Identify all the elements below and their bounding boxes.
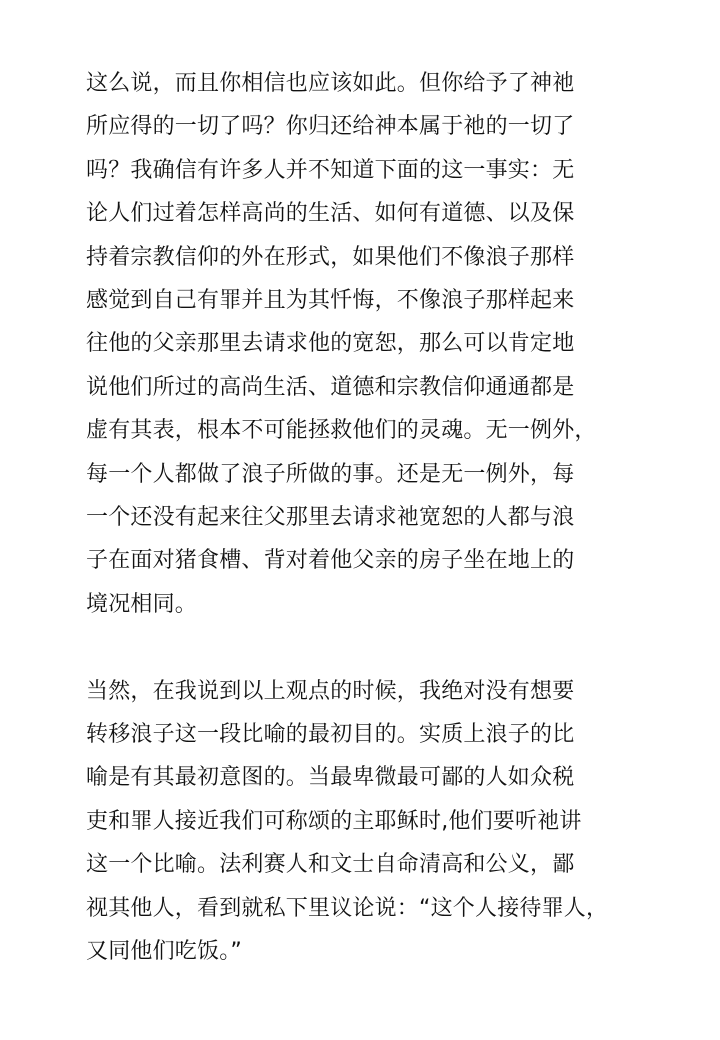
text-line: 虚有其表，根本不可能拯救他们的灵魂。无一例外， <box>86 418 597 444</box>
text-line: 这么说，而且你相信也应该如此。但你给予了神祂 <box>86 71 575 96</box>
text-line: 一个还没有起来往父那里去请求祂宽恕的人都与浪 <box>86 505 575 531</box>
text-line: 境况相同。 <box>86 591 198 617</box>
text-line: 又同他们吃饭。” <box>86 939 242 965</box>
text-line: 吏和罪人接近我们可称颂的主耶稣时,他们要听祂讲 <box>86 808 582 834</box>
text-line: 论人们过着怎样高尚的生活、如何有道德、以及保 <box>86 201 575 227</box>
paragraph-1 <box>86 62 646 626</box>
text-line: 说他们所过的高尚生活、道德和宗教信仰通通都是 <box>86 374 575 400</box>
text-line: 子在面对猪食槽、背对着他父亲的房子坐在地上的 <box>86 548 575 574</box>
text-line: 所应得的一切了吗？你归还给神本属于祂的一切了 <box>86 114 575 140</box>
text-line: 感觉到自己有罪并且为其忏悔，不像浪子那样起来 <box>86 288 575 314</box>
text-line: 往他的父亲那里去请求他的宽恕，那么可以肯定地 <box>86 331 575 357</box>
text-line: 每一个人都做了浪子所做的事。还是无一例外，每 <box>86 461 575 487</box>
document-body <box>86 62 646 974</box>
text-line: 持着宗教信仰的外在形式，如果他们不像浪子那样 <box>86 244 575 270</box>
text-line: 转移浪子这一段比喻的最初目的。实质上浪子的比 <box>86 722 575 748</box>
paragraph-2 <box>86 670 646 974</box>
text-line: 视其他人，看到就私下里议论说：“这个人接待罪人， <box>86 895 609 921</box>
text-line: 这一个比喻。法利赛人和文士自命清高和公义，鄙 <box>86 852 575 878</box>
text-line: 吗？我确信有许多人并不知道下面的这一事实：无 <box>86 157 575 183</box>
text-line: 当然，在我说到以上观点的时候，我绝对没有想要 <box>86 678 575 704</box>
text-line: 喻是有其最初意图的。当最卑微最可鄙的人如众税 <box>86 765 575 791</box>
